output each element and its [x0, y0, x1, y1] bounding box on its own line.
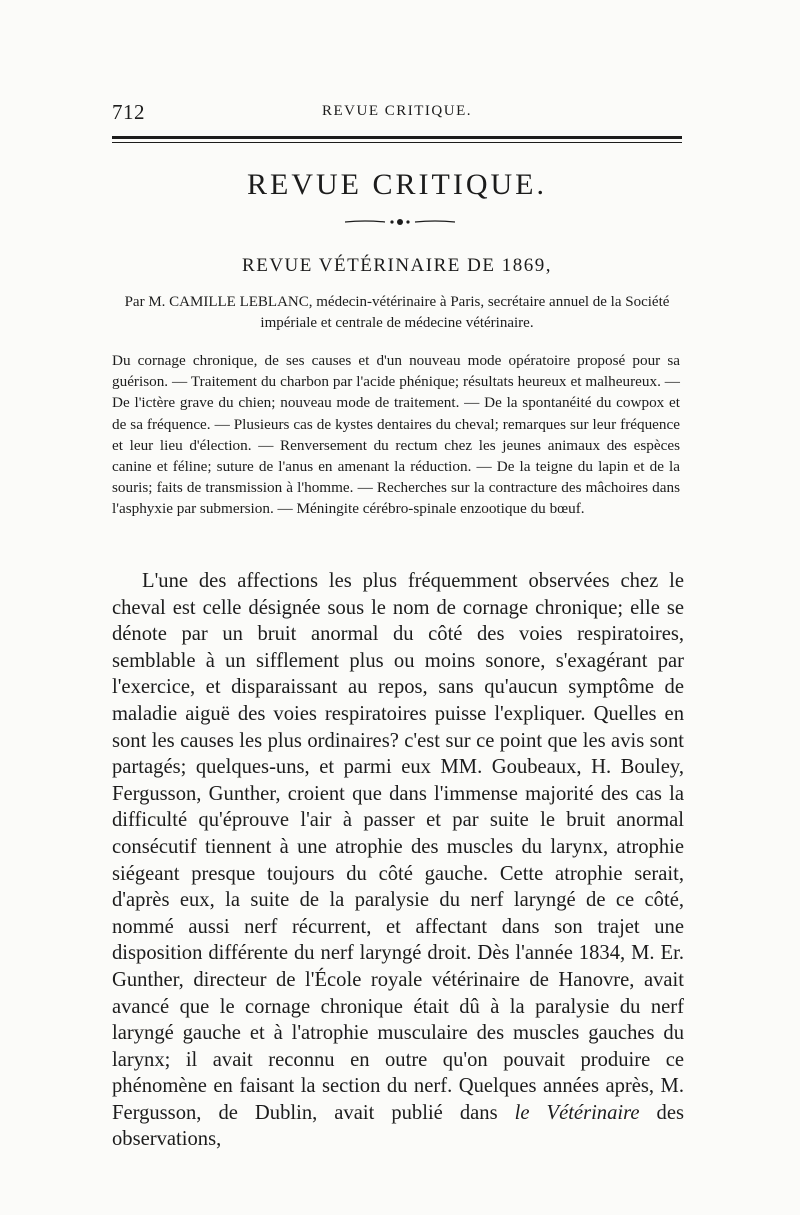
- header-rule-thick: [112, 136, 682, 139]
- body-paragraph: [112, 568, 684, 1153]
- section-title: REVUE VÉTÉRINAIRE DE 1869,: [242, 255, 552, 276]
- running-title: REVUE CRITIQUE.: [322, 103, 472, 119]
- body-text-end: des observations,: [112, 1101, 684, 1151]
- running-head: [112, 100, 682, 124]
- journal-title: le Vétérinaire: [514, 1101, 640, 1124]
- author-byline: Par M. CAMILLE LEBLANC, médecin-vétérinaire à Paris, secrétaire annuel de la Société impériale et centrale de médecine vétérinaire.: [124, 294, 670, 331]
- article-title: REVUE CRITIQUE.: [247, 168, 547, 201]
- ornament-divider: [345, 218, 455, 226]
- page-number: 712: [112, 100, 145, 124]
- header-rule-thin: [112, 142, 682, 143]
- summary-text: Du cornage chronique, de ses causes et d'un nouveau mode opératoire proposé pour sa guérison. — Traitement du charbon par l'acide phénique; résultats heureux et malheureux. — De l'ictère grave du chien; nouveau mode de traitement. — De la spontanéité du cowpox et de sa fréquence. — Plusieurs cas de kystes dentaires du cheval; remarques sur leur fréquence et leur lieu d'élection. — Renversement du rectum chez les jeunes animaux des espèces canine et féline; suture de l'anus en amenant la réduction. — De la teigne du lapin et de la souris; faits de transmission à l'homme. — Recherches sur la contracture des mâchoires dans l'asphyxie par submersion. — Méningite cérébro-spinale enzootique du bœuf.: [112, 352, 680, 518]
- contents-summary: [112, 350, 680, 520]
- body-text-main: L'une des affections les plus fréquemment observées chez le cheval est celle désignée sous le nom de cornage chronique; elle se dénote par un bruit anormal du côté des voies respiratoires, semblable à un sifflement plus ou moins sonore, s'exagérant par l'exercice, et disparaissant au repos, sans qu'aucun symptôme de maladie aiguë des voies respiratoires puisse l'expliquer. Quelles en sont les causes les plus ordinaires? c'est sur ce point que les avis sont partagés; quelques-uns, et parmi eux MM. Goubeaux, H. Bouley, Fergusson, Gunther, croient que dans l'immense majorité des cas la difficulté qu'éprouve l'air à passer et par suite le bruit anormal consécutif tiennent à une atrophie des muscles du larynx, atrophie siégeant presque toujours du côté gauche. Cette atrophie serait, d'après eux, la suite de la paralysie du nerf laryngé de ce côté, nommé aussi nerf récurrent, et affectant dans son trajet une disposition différente du nerf laryngé droit. Dès l'année 1834, M. Er. Gunther, directeur de l'École royale vétérinaire de Hanovre, avait avancé que le cornage chronique était dû à la paralysie du nerf laryngé gauche et à l'atrophie musculaire des muscles gauches du larynx; il avait reconnu en outre qu'on pouvait produire ce phénomène en faisant la section du nerf. Quelques années après, M. Fergusson, de Dublin, avait publié dans: [112, 570, 684, 1124]
